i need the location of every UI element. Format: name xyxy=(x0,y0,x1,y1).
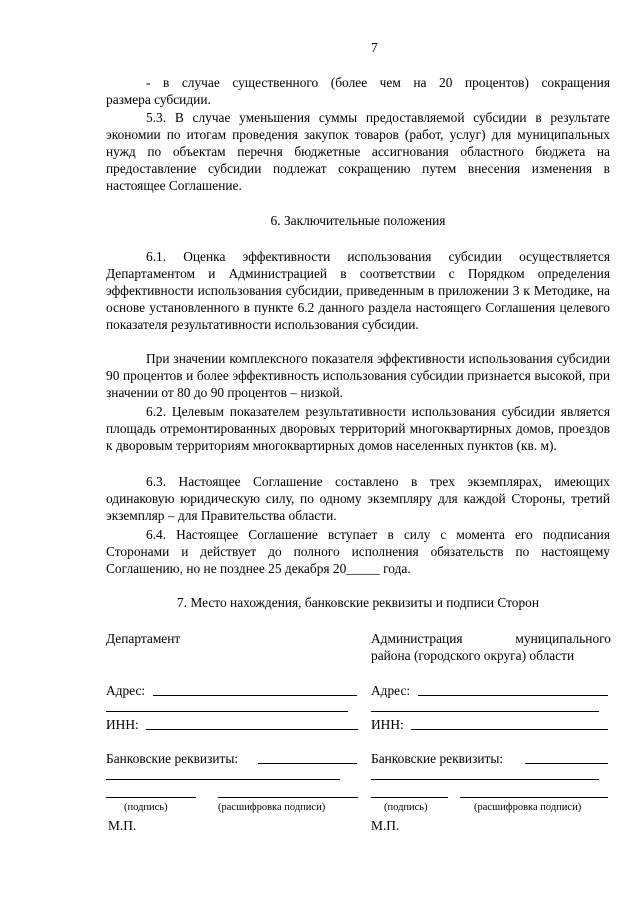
left-bank-label: Банковские реквизиты: xyxy=(106,751,239,766)
right-bank-line-2[interactable] xyxy=(371,779,599,780)
bullet-line-2: размера субсидии. xyxy=(106,92,211,107)
left-party-title: Департамент xyxy=(106,631,181,646)
paragraph-6-1: 6.1. Оценка эффективности использования субсидии осуществляется Департаментом и Администрацией в соответствии с Порядком определения эффективности использования субсидии, приведенным в приложении 3 к Методике, на основе установленного в пункте 6.2 данного раздела настоящего Соглашения целевого показателя результативности использования субсидии. xyxy=(106,249,610,332)
bullet-line-1: - в случае существенного (более чем на 20 процентов) сокращения xyxy=(146,75,610,90)
right-signature-caption: (подпись) xyxy=(384,802,428,813)
right-stamp: М.П. xyxy=(371,818,400,833)
left-signature-line[interactable] xyxy=(106,797,196,798)
page-number: 7 xyxy=(371,40,378,55)
paragraph-5-3: 5.3. В случае уменьшения суммы предоставляемой субсидии в результате экономии по итогам проведения закупок товаров (работ, услуг) для муниципальных нужд по объектам перечня бюджетные ассигнования областного бюджета на предоставление субсидии подлежат сокращению путем внесения изменения в настоящее Соглашение. xyxy=(106,110,610,193)
right-address-line-2[interactable] xyxy=(371,711,599,712)
right-bank-label: Банковские реквизиты: xyxy=(371,751,504,766)
right-decode-line[interactable] xyxy=(460,797,608,798)
right-party-title-line-1: Администрация муниципального xyxy=(371,631,611,646)
right-inn-line[interactable] xyxy=(411,729,608,730)
left-inn-label: ИНН: xyxy=(106,717,139,732)
paragraph-6-2: 6.2. Целевым показателем результативности использования субсидии является площадь отремонтированных дворовых территорий многоквартирных домов, проездов к дворовым территориям многоквартирных домов населенных пунктов (кв. м). xyxy=(106,404,610,453)
right-inn-label: ИНН: xyxy=(371,717,404,732)
right-address-label: Адрес: xyxy=(371,683,411,698)
left-address-line-2[interactable] xyxy=(106,711,348,712)
left-signature-caption: (подпись) xyxy=(124,802,168,813)
left-address-line[interactable] xyxy=(153,695,357,696)
right-address-line[interactable] xyxy=(418,695,608,696)
right-decode-caption: (расшифровка подписи) xyxy=(474,802,582,813)
right-party-title-line-2: района (городского округа) области xyxy=(371,648,575,663)
right-signature-line[interactable] xyxy=(371,797,448,798)
left-bank-line[interactable] xyxy=(258,763,357,764)
left-inn-line[interactable] xyxy=(146,729,358,730)
paragraph-6-3: 6.3. Настоящее Соглашение составлено в трех экземплярах, имеющих одинаковую юридическую силу, по одному экземпляру для каждой Стороны, третий экземпляр – для Правительства области. xyxy=(106,474,610,523)
paragraph-6-1-b: При значении комплексного показателя эффективности использования субсидии 90 процентов и более эффективность использования субсидии признается высокой, при значении от 80 до 90 процентов – низкой. xyxy=(106,351,610,400)
left-stamp: М.П. xyxy=(108,818,137,833)
left-decode-line[interactable] xyxy=(218,797,358,798)
section-6-heading: 6. Заключительные положения xyxy=(270,213,446,228)
section-7-heading: 7. Место нахождения, банковские реквизиты и подписи Сторон xyxy=(176,595,540,610)
left-bank-line-2[interactable] xyxy=(106,779,340,780)
left-decode-caption: (расшифровка подписи) xyxy=(218,802,326,813)
paragraph-6-4: 6.4. Настоящее Соглашение вступает в силу с момента его подписания Сторонами и действует до полного исполнения обязательств по настоящему Соглашению, но не позднее 25 декабря 20_____ года. xyxy=(106,527,610,576)
right-bank-line[interactable] xyxy=(525,763,608,764)
left-address-label: Адрес: xyxy=(106,683,146,698)
